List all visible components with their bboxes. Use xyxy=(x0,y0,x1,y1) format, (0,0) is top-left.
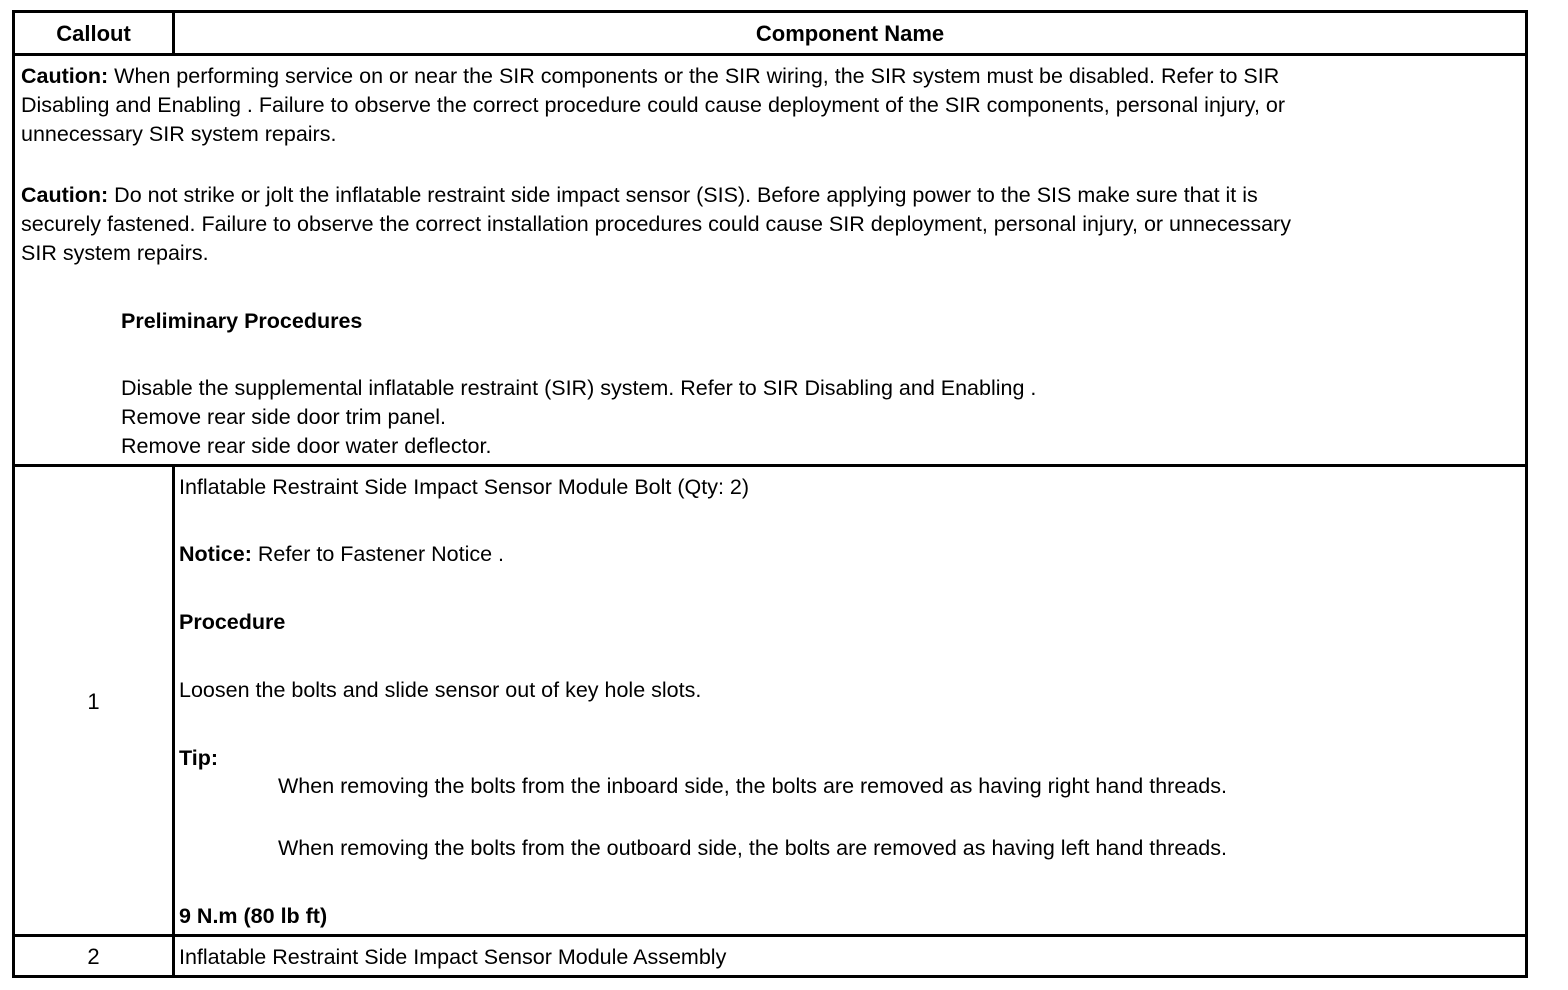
row1-callout: 1 xyxy=(87,689,100,714)
preliminary-procedures-title: Preliminary Procedures xyxy=(121,309,363,333)
header-divider xyxy=(172,13,175,53)
notice-text: Refer to Fastener Notice . xyxy=(251,542,505,566)
tip-2: When removing the bolts from the outboard side, the bolts are removed as having left hand threads. xyxy=(278,836,1227,860)
preliminary-steps xyxy=(121,374,1036,461)
row2-callout: 2 xyxy=(87,944,100,969)
procedure-title: Procedure xyxy=(179,610,286,634)
step-2: Remove rear side door trim panel. xyxy=(121,405,447,429)
step-3: Remove rear side door water deflector. xyxy=(121,434,492,458)
caution-1-label: Caution: xyxy=(21,64,109,88)
component-table xyxy=(12,10,1528,978)
row1-bottom-rule xyxy=(15,934,1525,937)
row1-divider xyxy=(172,464,175,936)
torque-spec: 9 N.m (80 lb ft) xyxy=(179,904,328,928)
caution-1 xyxy=(21,62,1285,149)
step-1: Disable the supplemental inflatable restraint (SIR) system. Refer to SIR Disabling and Enabling . xyxy=(121,376,1037,400)
header-bottom-rule xyxy=(15,53,1525,56)
row2-divider xyxy=(172,934,175,978)
caution-1-line2: Disabling and Enabling . Failure to observe the correct procedure could cause deployment of the SIR components, personal injury, or xyxy=(21,93,1286,117)
notice-label: Notice: xyxy=(179,542,252,566)
caution-2-line2: securely fastened. Failure to observe the correct installation procedures could cause SIR deployment, personal injury, or unnecessary xyxy=(21,212,1291,236)
callout-header: Callout xyxy=(56,21,131,46)
caution-1-line3: unnecessary SIR system repairs. xyxy=(21,122,337,146)
caution-1-line1: When performing service on or near the SIR components or the SIR wiring, the SIR system must be disabled. Refer to SIR xyxy=(108,64,1280,88)
tip-1: When removing the bolts from the inboard side, the bolts are removed as having right hand threads. xyxy=(278,774,1227,798)
row2-name: Inflatable Restraint Side Impact Sensor Module Assembly xyxy=(179,945,727,969)
procedure-text: Loosen the bolts and slide sensor out of key hole slots. xyxy=(179,678,702,702)
caution-2-label: Caution: xyxy=(21,183,109,207)
caution-2-line3: SIR system repairs. xyxy=(21,241,209,265)
component-name-header: Component Name xyxy=(755,21,945,46)
tip-label: Tip: xyxy=(179,746,219,770)
caution-2-line1: Do not strike or jolt the inflatable restraint side impact sensor (SIS). Before applying power to the SIS make sure that it is xyxy=(108,183,1258,207)
intro-bottom-rule xyxy=(15,464,1525,467)
row1-notice xyxy=(179,540,504,569)
row1-name: Inflatable Restraint Side Impact Sensor Module Bolt (Qty: 2) xyxy=(179,475,750,499)
caution-2 xyxy=(21,181,1291,268)
